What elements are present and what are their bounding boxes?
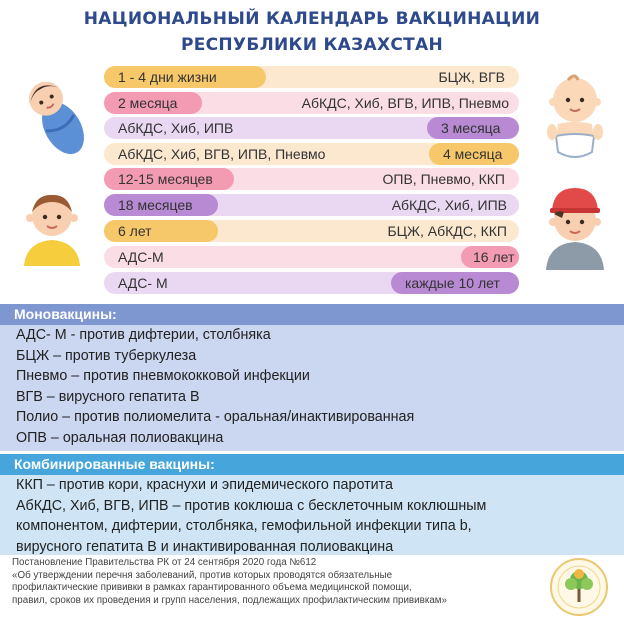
age-pill: 12-15 месяцев	[104, 168, 234, 190]
vaccines-text: АбКДС, Хиб, ВГВ, ИПВ, Пневмо	[301, 95, 509, 111]
logo-tree-icon	[548, 556, 610, 618]
schedule-row	[104, 168, 519, 190]
age-pill: 4 месяца	[429, 143, 519, 165]
list-item: компонентом, дифтерии, столбняка, гемофильной инфекции типа b,	[16, 518, 472, 534]
list-item: БЦЖ – против туберкулеза	[16, 347, 197, 364]
schedule-row	[104, 194, 519, 216]
footer-note	[12, 557, 532, 608]
schedule-row	[104, 220, 519, 242]
list-item: АДС- М - против дифтерии, столбняка	[16, 327, 271, 343]
schedule-row	[104, 66, 519, 88]
schedule-row	[104, 272, 519, 294]
schedule-row	[104, 117, 519, 139]
vaccines-text: АбКДС, Хиб, ВГВ, ИПВ, Пневмо	[118, 146, 326, 162]
combo-heading: Комбинированные вакцины:	[0, 454, 624, 475]
schedule-row	[104, 92, 519, 114]
age-pill: 2 месяца	[104, 92, 202, 114]
age-pill: 3 месяца	[427, 117, 519, 139]
diaper-baby-icon	[538, 72, 612, 166]
footer-line: Постановление Правительства РК от 24 сентября 2020 года №612	[12, 557, 317, 568]
vaccines-text: АбКДС, Хиб, ИПВ	[118, 120, 234, 136]
schedule-row	[104, 143, 519, 165]
boy-with-cap-icon	[540, 182, 610, 270]
child-icon	[18, 188, 86, 266]
age-pill: 16 лет	[461, 246, 519, 268]
vaccines-text: БЦЖ, ВГВ	[438, 69, 505, 85]
title-line-1: НАЦИОНАЛЬНЫЙ КАЛЕНДАРЬ ВАКЦИНАЦИИ	[83, 9, 541, 29]
footer-line: «Об утверждении перечня заболеваний, против которых проводятся обязательные	[12, 569, 393, 581]
list-item: Пневмо – против пневмококковой инфекции	[16, 368, 310, 384]
mono-vaccines-section	[0, 304, 624, 451]
age-pill: 1 - 4 дни жизни	[104, 66, 266, 88]
combo-vaccines-section	[0, 454, 624, 555]
age-pill: 6 лет	[104, 220, 218, 242]
mono-heading: Моновакцины:	[0, 304, 624, 325]
swaddled-baby-icon	[12, 72, 100, 160]
age-pill: 18 месяцев	[104, 194, 218, 216]
footer-line: профилактические прививки в рамках гарантированного объема медицинской помощи,	[12, 582, 412, 594]
age-pill: каждые 10 лет	[391, 272, 519, 294]
schedule-row	[104, 246, 519, 268]
list-item: ОПВ – оральная полиовакцина	[16, 429, 224, 446]
list-item: ВГВ – вирусного гепатита В	[16, 388, 200, 405]
vaccines-text: ОПВ, Пневмо, ККП	[382, 171, 505, 187]
footer-line: правил, сроков их проведения и групп населения, подлежащих профилактическим прививкам»	[12, 595, 447, 607]
list-item: вирусного гепатита В и инактивированная полиовакцина	[16, 538, 394, 555]
title-line-2: РЕСПУБЛИКИ КАЗАХСТАН	[180, 35, 444, 55]
vaccines-text: БЦЖ, АбКДС, ККП	[387, 223, 507, 239]
list-item: АбКДС, Хиб, ВГВ, ИПВ – против коклюша с бесклеточным коклюшным	[16, 497, 487, 514]
vaccines-text: АбКДС, Хиб, ИПВ	[391, 197, 507, 213]
list-item: Полио – против полиомелита - оральная/инактивированная	[16, 409, 415, 425]
vaccines-text: АДС-М	[118, 249, 164, 265]
list-item: ККП – против кори, краснухи и эпидемического паротита	[16, 477, 393, 493]
combo-list	[0, 475, 624, 557]
vaccines-text: АДС- М	[118, 275, 168, 291]
mono-list	[0, 325, 624, 448]
